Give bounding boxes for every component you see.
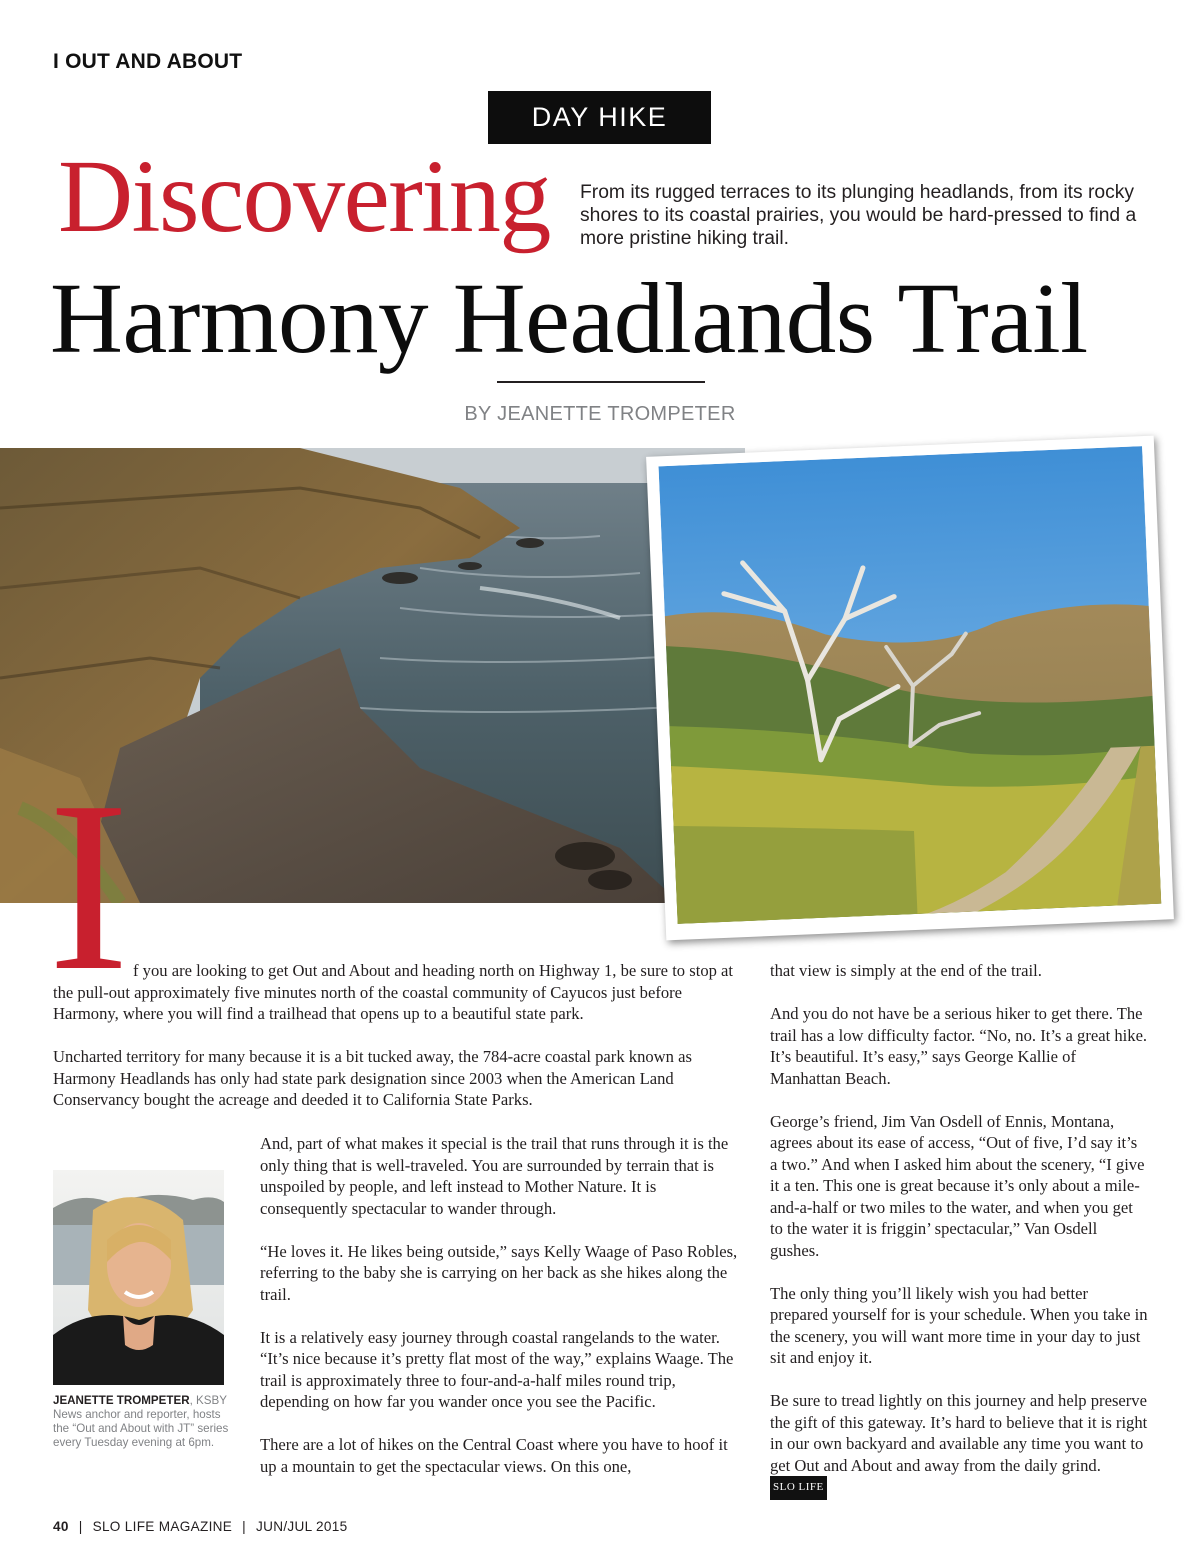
section-tag: I OUT AND ABOUT	[53, 50, 243, 73]
body-paragraph: And, part of what makes it special is the trail that runs through it is the only thing that is well-traveled. You are surrounded by terrain that is unspoiled by people, and left instead to Mother Nature. It is consequently spectacular to wander through.	[260, 1134, 729, 1218]
author-bio-name: JEANETTE TROMPETER	[53, 1394, 190, 1407]
body-paragraph: And you do not have be a serious hiker to get there. The trail has a low difficulty factor. “No, no. It’s a great hike. It’s beautiful. It’s easy,” says George Kallie of Manhattan Beach.	[770, 1004, 1148, 1088]
title-rule	[497, 381, 705, 383]
author-bio-text: , KSBY News anchor and reporter, hosts the “Out and About with JT” series every Tuesday evening at 6pm.	[53, 1394, 229, 1449]
body-paragraph-final	[770, 1390, 1148, 1500]
body-paragraph: that view is simply at the end of the trail.	[770, 961, 1042, 980]
page-number: 40	[53, 1519, 69, 1534]
end-mark: SLO LIFE	[770, 1476, 827, 1500]
body-paragraph: “He loves it. He likes being outside,” says Kelly Waage of Paso Robles, referring to the baby she is carrying on her back as she hikes along the trail.	[260, 1241, 738, 1304]
trail-photo	[646, 436, 1174, 941]
page-folio	[53, 1519, 347, 1534]
byline: BY JEANETTE TROMPETER	[464, 403, 736, 425]
body-paragraph: The only thing you’ll likely wish you had better prepared yourself for is your schedule. When you take in the scenery, you will want more time in your day to just sit and enjoy it.	[770, 1283, 1148, 1367]
folio-separator: |	[78, 1519, 83, 1534]
kicker-label: DAY HIKE	[488, 91, 711, 144]
body-column-middle	[260, 1133, 747, 1477]
body-paragraph-text: Be sure to tread lightly on this journey and help preserve the gift of this gateway. It’s hard to believe that it is right in our own backyard and available any time you want to get Out and About and away from the daily grind.	[770, 1391, 1148, 1475]
body-paragraph: f you are looking to get Out and About and heading north on Highway 1, be sure to stop at the pull-out approximately five minutes north of the coastal community of Cayucos just before Harmony, where you will find a trailhead that opens up to a beautiful state park.	[53, 961, 734, 1023]
folio-separator: |	[242, 1519, 246, 1534]
body-paragraph: George’s friend, Jim Van Osdell of Ennis, Montana, agrees about its ease of access, “Out of five, I’d say it’s a two.” And when I asked him about the scenery, “I give it a ten. This one is great because it’s only about a mile-and-a-half or two miles to the water, and when you get to the water it is friggin’ spectacular,” Van Osdell gushes.	[770, 1111, 1145, 1260]
author-bio	[53, 1394, 233, 1450]
body-column-left-top	[53, 960, 743, 1111]
issue-date: JUN/JUL 2015	[255, 1519, 348, 1534]
headline-line2: Harmony Headlands Trail	[50, 262, 1088, 374]
drop-cap: I	[48, 751, 130, 1021]
deck-text: From its rugged terraces to its plunging headlands, from its rocky shores to its coastal prairies, you would be hard-pressed to find a more pristine hiking trail.	[580, 182, 1137, 250]
magazine-name: SLO LIFE MAGAZINE	[92, 1519, 233, 1534]
body-column-right	[770, 960, 1148, 1500]
body-paragraph: There are a lot of hikes on the Central Coast where you have to hoof it up a mountain to get the spectacular views. On this one,	[260, 1435, 728, 1476]
body-paragraph: Uncharted territory for many because it is a bit tucked away, the 784-acre coastal park known as Harmony Headlands has only had state park designation since 2003 when the American Land Conservancy bought the acreage and deeded it to California State Parks.	[53, 1047, 692, 1109]
body-paragraph: It is a relatively easy journey through coastal rangelands to the water. “It’s nice because it’s pretty flat most of the way,” explains Waage. The trail is approximately three to four-and-a-half miles round trip, depending on how far you wander once you see the Pacific.	[260, 1327, 734, 1411]
headline-line1: Discovering	[58, 139, 550, 254]
author-headshot	[53, 1170, 224, 1385]
